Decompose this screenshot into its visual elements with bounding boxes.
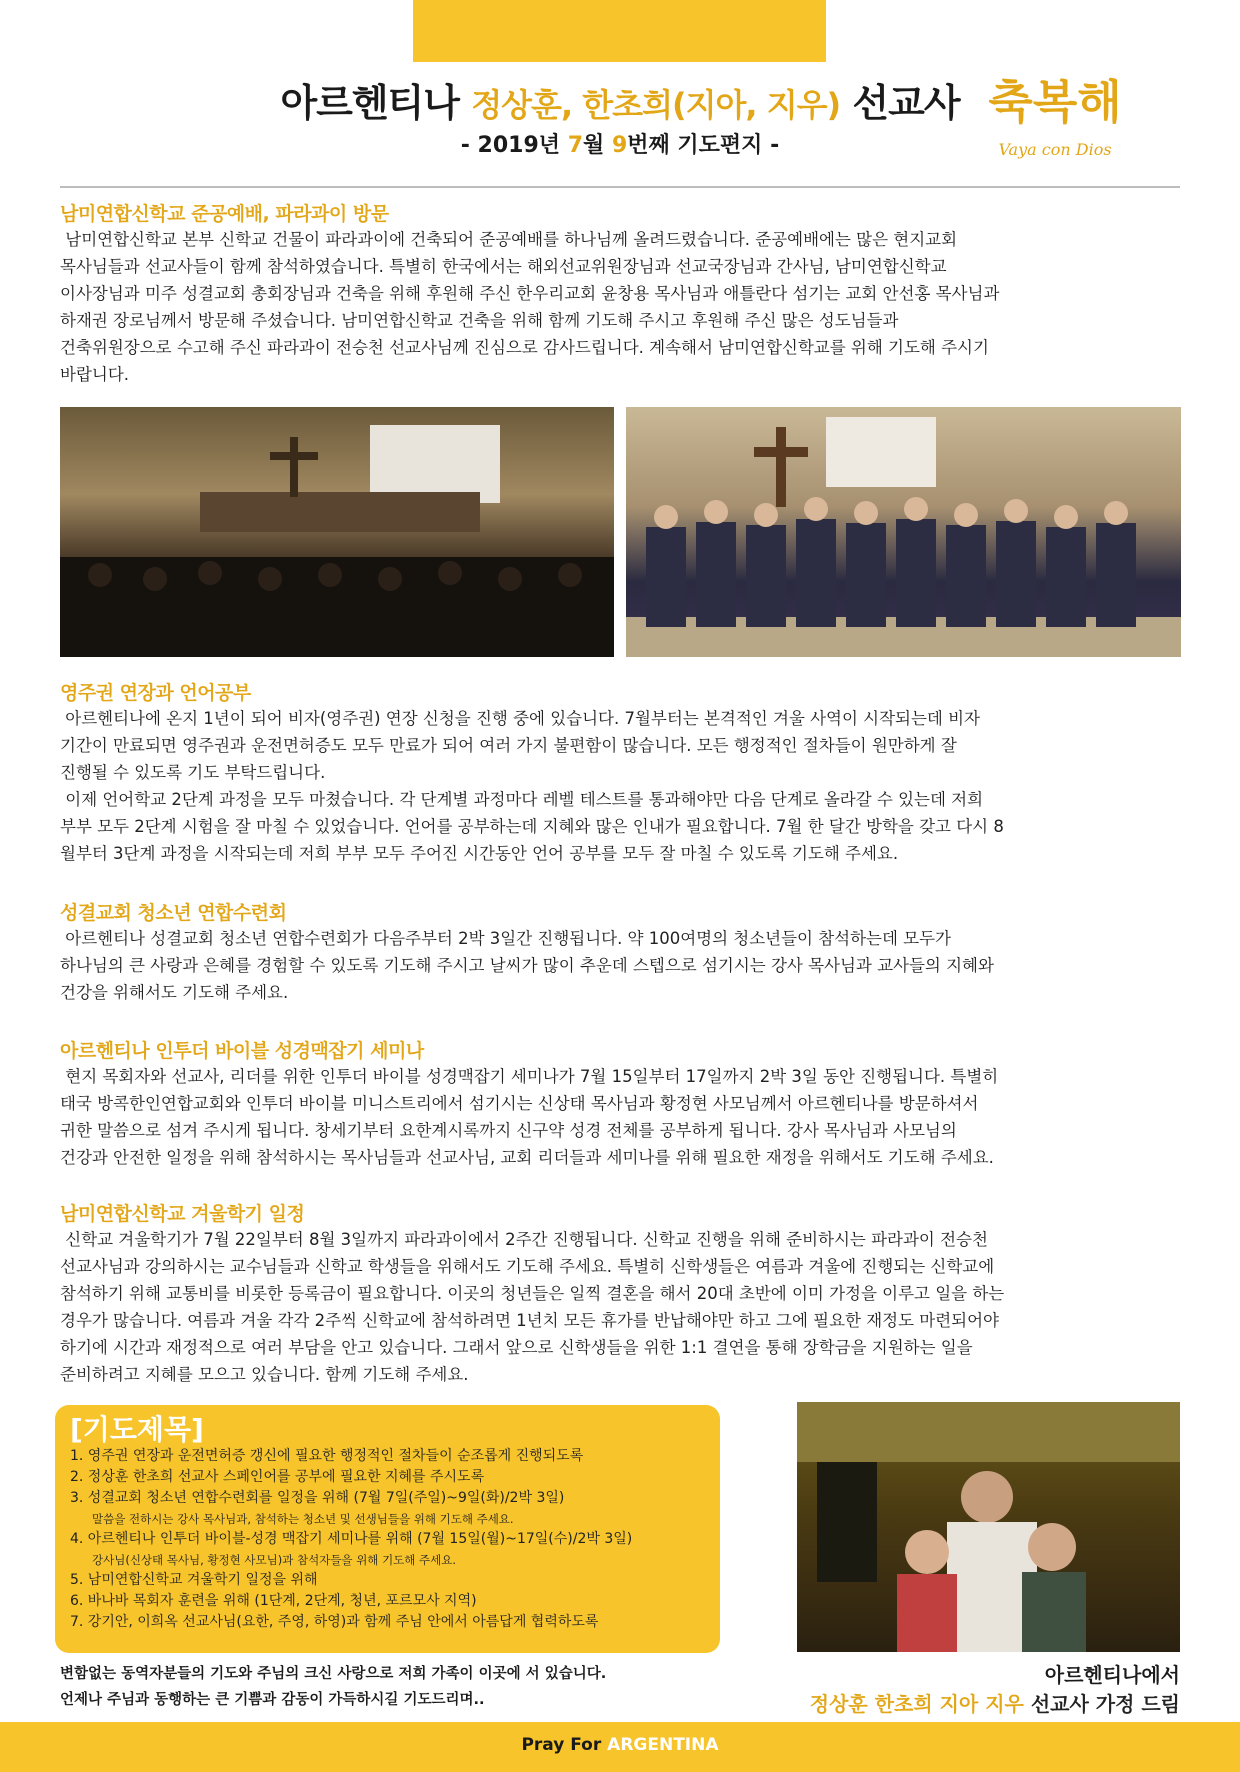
photo-group-picture	[626, 407, 1181, 657]
section-paragraph-seminary-dedication: 남미연합신학교 본부 신학교 건물이 파라과이에 건축되어 준공예배를 하나님께 올려드렸습니다. 준공예배에는 많은 현지교회 목사님들과 선교사들이 함께 참석하였습니다. 특별히 한국에서는 해외선교위원장님과 선교국장님과 간사님, 남미연합신학교 이사장님과 미주 성결교회 총회장님과 건축을 위해 후원해 주신 한우리교회 윤창용 목사님과 애틀란다 섬기는 교회 안선홍 목사님과 하재권 장로님께서 방문해 주셨습니다. 남미연합신학교 건축을 위해 함께 기도해 주시고 후원해 주신 많은 성도님들과 건축위원장으로 수고해 주신 파라과이 전승천 선교사님께 진심으로 감사드립니다. 계속해서 남미연합신학교를 위해 기도해 주시기 바랍니다.	[60, 230, 1000, 384]
logo-sub-text: Vaya con Dios	[998, 140, 1112, 159]
section-title-seminary-dedication: 남미연합신학교 준공예배, 파라과이 방문	[60, 203, 389, 225]
section-title-visa-language: 영주권 연장과 언어공부	[60, 682, 251, 704]
title-role: 선교사	[852, 81, 960, 125]
closing-line: 언제나 주님과 동행하는 큰 기쁨과 감동이 가득하시길 기도드리며..	[60, 1692, 485, 1708]
logo-main-text: 축복해	[988, 75, 1122, 129]
subtitle-mid: 월	[583, 133, 612, 158]
prayer-list	[70, 1446, 710, 1633]
header-divider	[60, 186, 1180, 188]
prayer-item: 3. 성결교회 청소년 연합수련회를 일정을 위해 (7월 7일(주일)~9일(화)/2박 3일)	[70, 1490, 565, 1506]
section-paragraph-winter-semester: 신학교 겨울학기가 7월 22일부터 8월 3일까지 파라과이에서 2주간 진행됩니다. 신학교 진행을 위해 준비하시는 파라과이 전승천 선교사님과 강의하시는 교수님들과 신학교 학생들을 위해서도 기도해 주세요. 특별히 신학생들은 여름과 겨울에 진행되는 신학교에 참석하기 위해 교통비를 비롯한 등록금이 필요합니다. 이곳의 청년들은 일찍 결혼을 해서 20대 초반에 이미 가정을 이루고 일을 하는 경우가 많습니다. 여름과 겨울 각각 2주씩 신학교에 참석하려면 1년치 모든 휴가를 반납해야만 하고 그에 필요한 재정도 마련되어야 하기에 시간과 재정적으로 여러 부담을 안고 있습니다. 그래서 앞으로 신학생들을 위한 1:1 결연을 통해 장학금을 지원하는 일을 준비하려고 지혜를 모으고 있습니다. 함께 기도해 주세요.	[60, 1230, 1005, 1384]
signature-place: 아르헨티나에서	[1044, 1663, 1180, 1687]
top-accent-bar	[413, 0, 826, 62]
calligraphy-logo-icon	[975, 40, 1135, 170]
prayer-title: [기도제목]	[70, 1413, 204, 1446]
title-country: 아르헨티나	[280, 81, 459, 125]
footer-prefix: Pray For	[521, 1735, 608, 1755]
section-paragraph-youth-retreat: 아르헨티나 성결교회 청소년 연합수련회가 다음주부터 2박 3일간 진행됩니다. 약 100여명의 청소년들이 참석하는데 모두가 하나님의 큰 사랑과 은혜를 경험할 수 있도록 기도해 주시고 날씨가 많이 추운데 스텝으로 섬기시는 강사 목사님과 교사들의 지혜와 건강을 위해서도 기도해 주세요.	[60, 929, 994, 1002]
photo-family	[797, 1402, 1180, 1652]
closing-message	[60, 1661, 606, 1713]
section-title-youth-retreat: 성결교회 청소년 연합수련회	[60, 902, 287, 924]
signature	[810, 1688, 1180, 1717]
subtitle-month: 7	[567, 133, 584, 158]
subtitle-suffix: 번째 기도편지 -	[627, 133, 780, 158]
section-title-bible-seminar: 아르헨티나 인투더 바이블 성경맥잡기 세미나	[60, 1040, 424, 1062]
prayer-item: 7. 강기안, 이희옥 선교사님(요한, 주영, 하영)과 함께 주님 안에서 아름답게 협력하도록	[70, 1614, 599, 1630]
prayer-item-note: 강사님(신상태 목사님, 황정현 사모님)과 참석자들을 위해 기도해 주세요.	[92, 1553, 457, 1567]
signature-names: 정상훈 한초희 지아 지우	[809, 1692, 1024, 1716]
closing-line: 변함없는 동역자분들의 기도와 주님의 크신 사랑으로 저희 가족이 이곳에 서 있습니다.	[60, 1666, 607, 1682]
footer-country: ARGENTINA	[607, 1735, 719, 1755]
footer-text	[0, 1735, 1240, 1755]
prayer-item: 5. 남미연합신학교 겨울학기 일정을 위해	[70, 1572, 318, 1588]
photo-dedication-service	[60, 407, 614, 657]
prayer-item: 2. 정상훈 한초희 선교사 스페인어를 공부에 필요한 지혜를 주시도록	[70, 1469, 485, 1485]
section-title-winter-semester: 남미연합신학교 겨울학기 일정	[60, 1203, 305, 1225]
prayer-item: 6. 바나바 목회자 훈련을 위해 (1단계, 2단계, 청년, 포르모사 지역)	[70, 1593, 477, 1609]
subtitle-num: 9	[611, 133, 628, 158]
section-paragraph-bible-seminar: 현지 목회자와 선교사, 리더를 위한 인투더 바이블 성경맥잡기 세미나가 7월 15일부터 17일까지 2박 3일 동안 진행됩니다. 특별히 태국 방콕한인연합교회와 인투더 바이블 미니스트리에서 섬기시는 신상태 목사님과 황정현 사모님께서 아르헨티나를 방문하셔서 귀한 말씀으로 섬겨 주시게 됩니다. 창세기부터 요한계시록까지 신구약 성경 전체를 공부하게 됩니다. 강사 목사님과 사모님의 건강과 안전한 일정을 위해 참석하시는 목사님들과 선교사님, 교회 리더들과 세미나를 위해 필요한 재정을 위해서도 기도해 주세요.	[60, 1067, 999, 1167]
subtitle-prefix: - 2019년	[460, 133, 568, 158]
prayer-item: 4. 아르헨티나 인투더 바이블-성경 맥잡기 세미나를 위해 (7월 15일(월)~17일(수)/2박 3일)	[70, 1531, 633, 1547]
title-names: 정상훈, 한초희(지아, 지우)	[471, 86, 841, 124]
prayer-item: 1. 영주권 연장과 운전면허증 갱신에 필요한 행정적인 절차들이 순조롭게 진행되도록	[70, 1448, 584, 1464]
signature-suffix: 선교사 가정 드림	[1023, 1692, 1180, 1716]
section-paragraph-visa-language: 아르헨티나에 온지 1년이 되어 비자(영주권) 연장 신청을 진행 중에 있습니다. 7월부터는 본격적인 겨울 사역이 시작되는데 비자 기간이 만료되면 영주권과 운전면허증도 모두 만료가 되어 여러 가지 불편함이 많습니다. 모든 행정적인 절차들이 원만하게 잘 진행될 수 있도록 기도 부탁드립니다. 이제 언어학교 2단계 과정을 모두 마쳤습니다. 각 단계별 과정마다 레벨 테스트를 통과해야만 다음 단계로 올라갈 수 있는데 저희 부부 모두 2단계 시험을 잘 마칠 수 있었습니다. 언어를 공부하는데 지혜와 많은 인내가 필요합니다. 7월 한 달간 방학을 갖고 다시 8 월부터 3단계 과정을 시작되는데 저희 부부 모두 주어진 시간동안 언어 공부를 모두 잘 마칠 수 있도록 기도해 주세요.	[60, 709, 1004, 863]
prayer-item-note: 말씀을 전하시는 강사 목사님과, 참석하는 청소년 및 선생님들을 위해 기도해 주세요.	[92, 1512, 514, 1526]
